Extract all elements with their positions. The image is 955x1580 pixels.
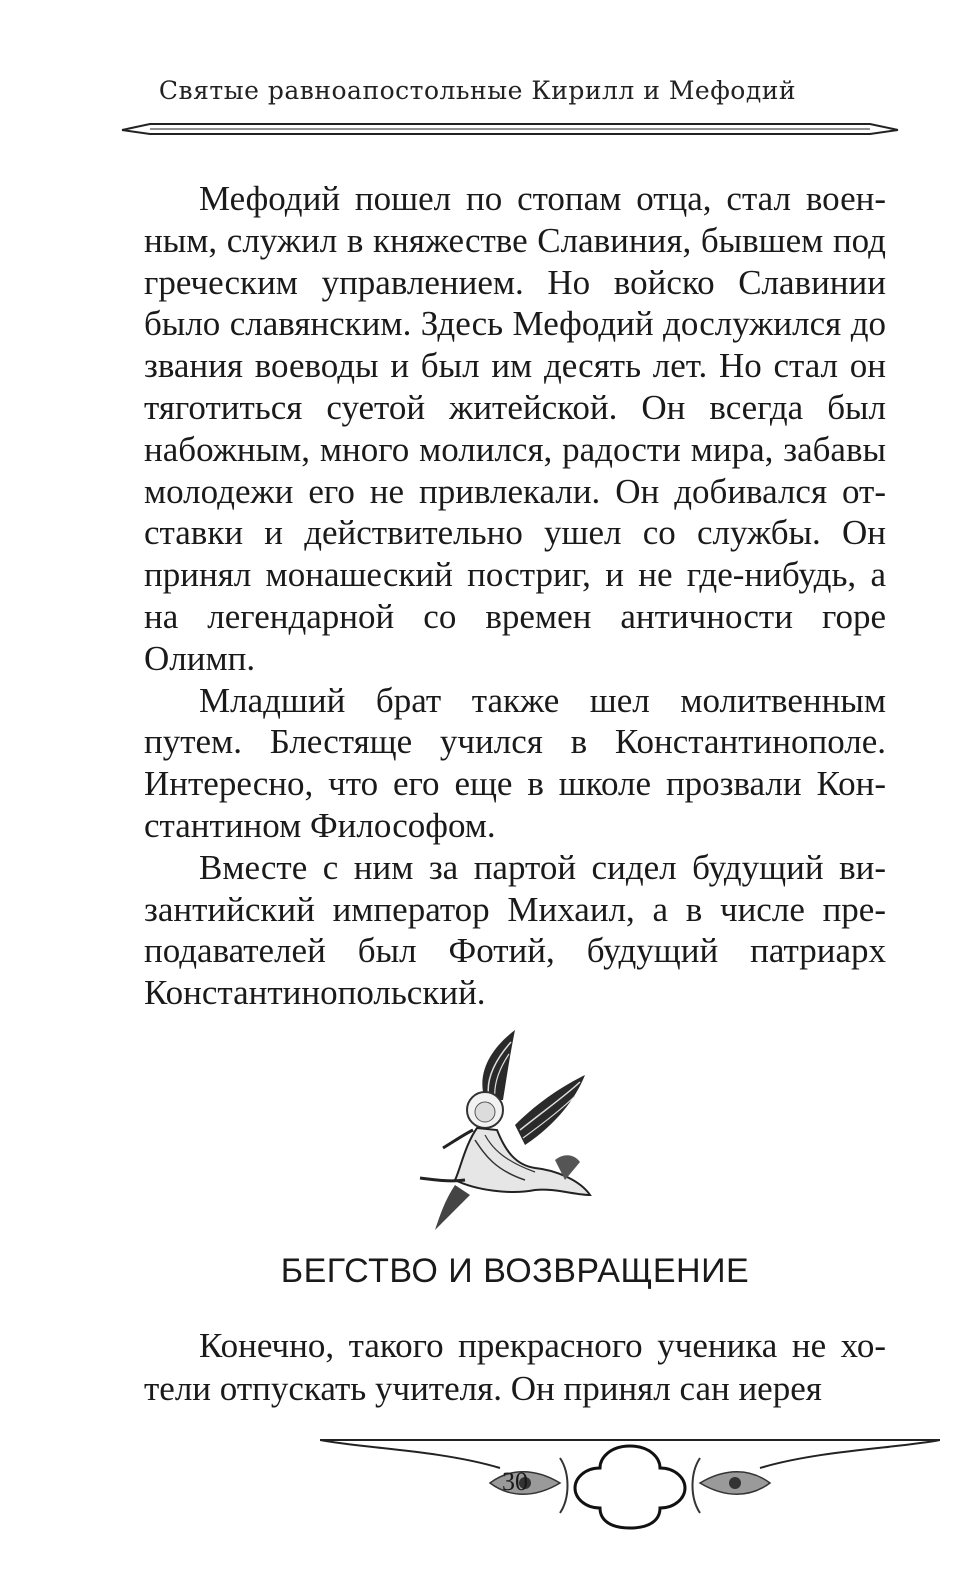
section-body-text (144, 1324, 886, 1410)
right-wing (515, 1075, 585, 1145)
footer-ornament (320, 1428, 940, 1538)
paragraph: Младший брат также шел молитвенным путем. Блестяще учился в Константинополе. Интересно, что его еще в школе прозвали Константином Философом. (144, 680, 886, 845)
body-text (144, 178, 886, 1014)
section-title: БЕГСТВО И ВОЗВРАЩЕНИЕ (280, 1252, 750, 1290)
paragraph: Конечно, такого прекрасного ученика не хотели отпускать учителя. Он принял сан иерея (144, 1326, 886, 1408)
header-rule (120, 118, 900, 142)
page-number: 30 (502, 1467, 528, 1496)
paragraph: Мефодий пошел по стопам отца, стал военным, служил в княжестве Славиния, бывшем под греческим управлением. Но войско Славинии было славянским. Здесь Мефодий дослужился до звания воеводы и был им десять лет. Но стал он тяготиться суетой житейской. Он всегда был набожным, много молился, радости мира, забавы молодежи его не привлекали. Он добивался отставки и действительно ушел со службы. Он принял монашеский постриг, и не где-нибудь, а на легендарной со времен античности горе Олимп. (144, 179, 886, 678)
angel-illustration (415, 1030, 615, 1235)
page-number-frame (575, 1446, 685, 1528)
left-wing (482, 1030, 515, 1100)
running-head-title: Святые равноапостольные Кирилл и Мефодий (158, 76, 797, 105)
paragraph: Вместе с ним за партой сидел будущий византийский император Михаил, а в числе преподавателей был Фотий, будущий патриарх Константинопольский. (144, 847, 886, 1013)
